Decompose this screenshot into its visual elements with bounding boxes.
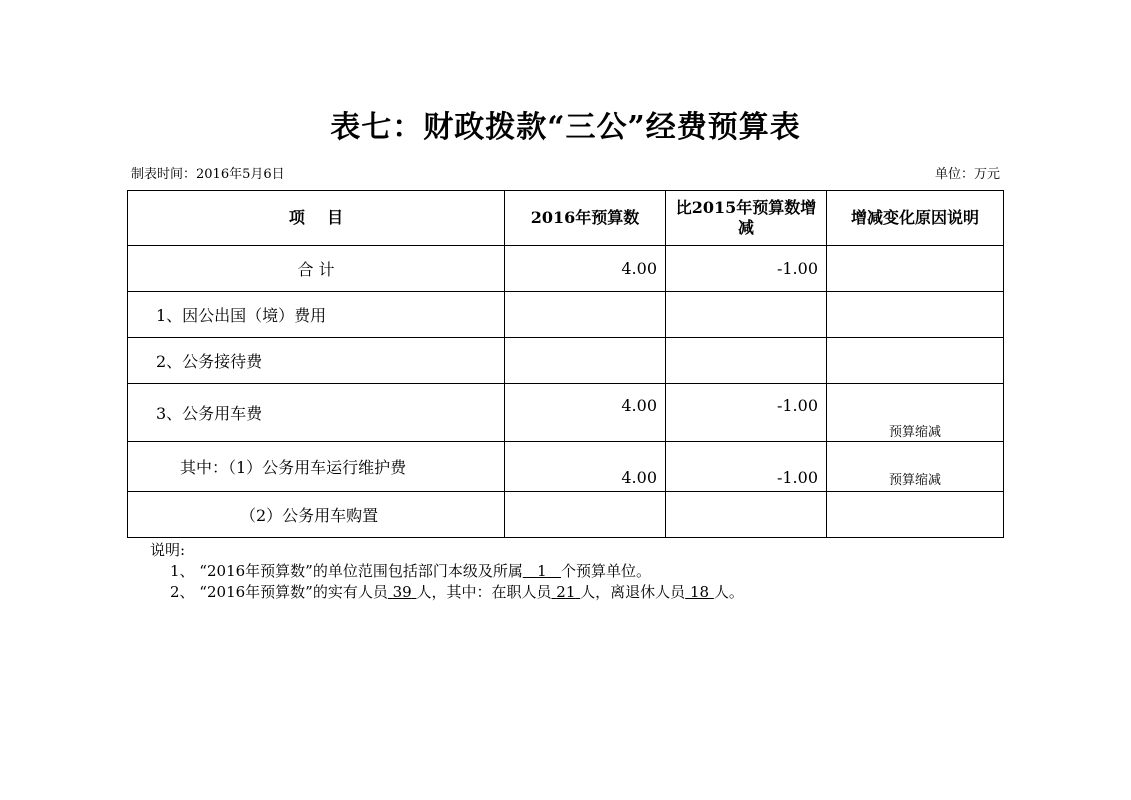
- budget-units-count: 1: [537, 562, 547, 580]
- row-name-total: 合 计: [128, 246, 505, 292]
- unit-label: 单位：万元: [934, 167, 1000, 182]
- table-row: [128, 246, 1004, 292]
- row-reason: 预算缩减: [827, 442, 1004, 492]
- staff-retired-count: 18: [689, 583, 710, 601]
- row-budget: 4.00: [505, 246, 666, 292]
- row-reason: [827, 492, 1004, 538]
- staff-active-count: 21: [556, 583, 576, 601]
- note-text: 人。: [713, 583, 744, 601]
- row-budget: 4.00: [505, 442, 666, 492]
- row-reason: 预算缩减: [827, 384, 1004, 442]
- note-text: 1、 “2016年预算数”的单位范围包括部门本级及所属: [170, 562, 523, 580]
- prepared-date: 制表时间：2016年5月6日: [131, 167, 285, 182]
- note-text: 人，离退休人员: [580, 583, 686, 601]
- notes-heading: 说明:: [150, 541, 186, 559]
- budget-table: [127, 190, 1004, 538]
- notes-section: [150, 540, 744, 603]
- row-budget: [505, 292, 666, 338]
- row-budget: 4.00: [505, 384, 666, 442]
- table-row: [128, 442, 1004, 492]
- row-name: 2、公务接待费: [128, 338, 505, 384]
- note-line-1: [150, 561, 744, 582]
- row-name: 1、因公出国（境）费用: [128, 292, 505, 338]
- header-budget-2016: 2016年预算数: [505, 191, 666, 246]
- table-row: [128, 292, 1004, 338]
- row-budget: [505, 338, 666, 384]
- row-change: [666, 338, 827, 384]
- table-row: [128, 492, 1004, 538]
- row-change: [666, 492, 827, 538]
- header-change-reason: 增减变化原因说明: [827, 191, 1004, 246]
- row-name: 3、公务用车费: [128, 384, 505, 442]
- note-line-2: [150, 582, 744, 603]
- row-budget: [505, 492, 666, 538]
- row-change: -1.00: [666, 442, 827, 492]
- row-name: 其中：（1）公务用车运行维护费: [128, 442, 505, 492]
- table-row: [128, 338, 1004, 384]
- row-change: -1.00: [666, 384, 827, 442]
- header-change-vs-2015: 比2015年预算数增减: [666, 191, 827, 246]
- staff-total-count: 39: [392, 583, 412, 601]
- table-header-row: [128, 191, 1004, 246]
- row-reason: [827, 292, 1004, 338]
- note-text: 人，其中：在职人员: [416, 583, 552, 601]
- row-name: （2）公务用车购置: [128, 492, 505, 538]
- note-text: 2、 “2016年预算数”的实有人员: [170, 583, 388, 601]
- page-title: 表七：财政拨款“三公”经费预算表: [330, 110, 801, 145]
- row-change: -1.00: [666, 246, 827, 292]
- table-row: [128, 384, 1004, 442]
- row-reason: [827, 246, 1004, 292]
- row-change: [666, 292, 827, 338]
- row-reason: [827, 338, 1004, 384]
- header-item: 项 目: [128, 191, 505, 246]
- note-text: 个预算单位。: [561, 562, 652, 580]
